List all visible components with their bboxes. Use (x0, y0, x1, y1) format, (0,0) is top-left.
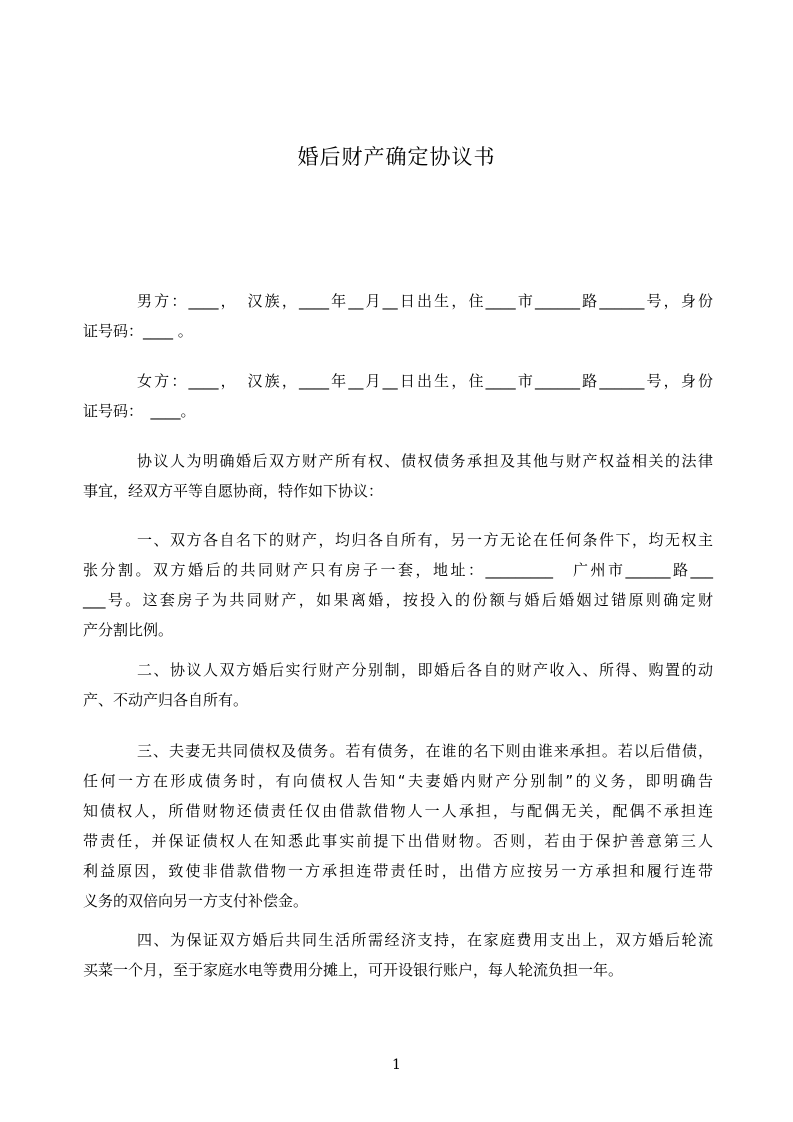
document-title: 婚后财产确定协议书 (297, 145, 496, 169)
paragraph-line: 义务的双倍向另一方支付补偿金。 (83, 892, 309, 910)
paragraph-line: ___号。这套房子为共同财产，如果离婚，按投入的份额与婚后婚姻过错原则确定财 (83, 591, 713, 609)
clause-3-paragraph (83, 736, 713, 916)
paragraph-line: 女方：____， 汉族，____年__月__日出生，住____市______路______号，身份 (137, 372, 713, 390)
clause-1-paragraph (83, 525, 713, 645)
preamble-paragraph (83, 446, 713, 506)
paragraph-line: 买菜一个月，至于家庭水电等费用分摊上，可开设银行账户，每人轮流负担一年。 (83, 961, 624, 979)
paragraph-line: 产分割比例。 (83, 621, 174, 639)
clause-4-paragraph (83, 925, 713, 985)
paragraph-line: 二、协议人双方婚后实行财产分别制，即婚后各自的财产收入、所得、购置的动 (137, 661, 713, 679)
paragraph-line: 一、双方各自名下的财产，均归各自所有，另一方无论在任何条件下，均无权主 (137, 531, 713, 549)
paragraph-line: 证号码： ____。 (83, 402, 196, 420)
male-party-paragraph (83, 286, 713, 346)
paragraph-line: 男方：____， 汉族，____年__月__日出生，住____市______路______号，身份 (137, 292, 713, 310)
paragraph-line: 产、不动产归各自所有。 (83, 691, 249, 709)
paragraph-line: 事宜，经双方平等自愿协商，特作如下协议： (83, 482, 384, 500)
paragraph-line: 带责任，并保证债权人在知悉此事实前提下出借财物。否则，若由于保护善意第三人 (83, 832, 713, 850)
female-party-paragraph (83, 366, 713, 426)
paragraph-line: 三、夫妻无共同债权及债务。若有债务，在谁的名下则由谁来承担。若以后借债， (137, 742, 713, 760)
paragraph-line: 证号码：____ 。 (83, 322, 193, 340)
paragraph-line: 任何一方在形成债务时，有向债权人告知“夫妻婚内财产分别制”的义务，即明确告 (83, 772, 713, 790)
page-number: 1 (392, 1057, 401, 1073)
paragraph-line: 张分割。双方婚后的共同财产只有房子一套，地址：_________ 广州市______路___ (83, 561, 713, 579)
clause-2-paragraph (83, 655, 713, 715)
paragraph-line: 四、为保证双方婚后共同生活所需经济支持，在家庭费用支出上，双方婚后轮流 (137, 931, 713, 949)
paragraph-line: 利益原因，致使非借款借物一方承担连带责任时，出借方应按另一方承担和履行连带 (83, 862, 713, 880)
paragraph-line: 知债权人，所借财物还债责任仅由借款借物人一人承担，与配偶无关，配偶不承担连 (83, 802, 713, 820)
paragraph-line: 协议人为明确婚后双方财产所有权、债权债务承担及其他与财产权益相关的法律 (137, 452, 713, 470)
